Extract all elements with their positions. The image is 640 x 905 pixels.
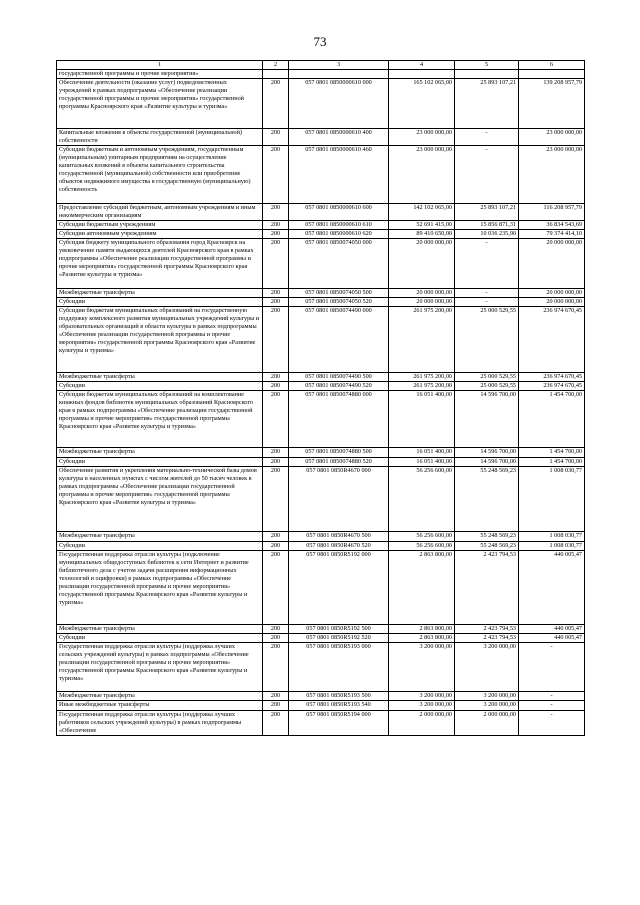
row-rest-cell: 440 005,47 [519,550,585,624]
row-exec-cell: 55 248 569,23 [455,532,519,541]
row-plan-cell: 261 975 200,00 [389,306,455,372]
column-number: 1 [57,61,263,70]
row-code-cell: 057 0801 0850000610 460 [289,145,389,203]
row-code-cell: 057 0801 0850R5193 000 [289,642,389,692]
row-plan-cell: 16 051 400,00 [389,390,455,448]
row-plan-cell: 2 863 800,00 [389,633,455,642]
row-rest-cell: 23 000 000,00 [519,128,585,145]
row-ved-cell: 200 [263,372,289,381]
row-plan-cell: 2 000 000,00 [389,710,455,735]
row-ved-cell: 200 [263,390,289,448]
row-exec-cell: - [455,288,519,297]
column-number: 5 [455,61,519,70]
row-exec-cell: 25 893 107,21 [455,203,519,220]
row-plan-cell: 2 863 800,00 [389,550,455,624]
row-ved-cell: 200 [263,239,289,289]
row-exec-cell: - [455,297,519,306]
row-code-cell: 057 0801 0850R5194 000 [289,710,389,735]
row-code-cell: 057 0801 0850R4670 520 [289,541,389,550]
row-exec-cell: - [455,239,519,289]
row-plan-cell: 16 051 400,00 [389,457,455,466]
table-row [57,239,585,289]
row-exec-cell: 3 200 000,00 [455,642,519,692]
row-code-cell: 057 0801 0850R4670 000 [289,466,389,532]
row-code-cell: 057 0801 0850R5193 540 [289,701,389,710]
column-number: 3 [289,61,389,70]
row-rest-cell: 23 000 000,00 [519,145,585,203]
row-rest-cell: 139 208 957,79 [519,79,585,129]
column-number-row [57,61,585,70]
row-exec-cell: - [455,128,519,145]
table-row [57,306,585,372]
row-ved-cell: 200 [263,448,289,457]
row-ved-cell: 200 [263,79,289,129]
row-rest-cell: 116 208 957,79 [519,203,585,220]
row-name-cell: Субсидии [57,381,263,390]
row-name-cell: Межбюджетные трансферты [57,532,263,541]
row-name-cell: Субсидии [57,457,263,466]
row-ved-cell: 200 [263,541,289,550]
row-rest-cell: 236 974 670,45 [519,381,585,390]
row-name-cell: Субсидии бюджетам муниципальных образований на государственную поддержку комплексного развития муниципальных учреждений культуры и образовательных организаций в области культуры в рамках подпрограммы «Обеспечение реализации государственной программы и прочие мероприятия» государственной программы Красноярского края «Развитие культуры и туризма» [57,306,263,372]
row-ved-cell: 200 [263,532,289,541]
table-row [57,550,585,624]
row-code-cell: 057 0801 0850074490 520 [289,381,389,390]
row-plan-cell: 3 200 000,00 [389,642,455,692]
row-rest-cell: 1 454 700,00 [519,457,585,466]
row-rest-cell [519,70,585,79]
row-rest-cell: - [519,692,585,701]
row-name-cell: Субсидии бюджетам муниципальных образований на комплектование книжных фондов библиотек муниципальных образований Красноярского края в рамках подпрограммы «Обеспечение реализации государственной программы и прочие мероприятия» государственной программы Красноярского края «Развитие культуры и туризма» [57,390,263,448]
row-ved-cell: 200 [263,466,289,532]
row-name-cell: Иные межбюджетные трансферты [57,701,263,710]
table-row [57,288,585,297]
row-plan-cell: 2 863 800,00 [389,624,455,633]
row-ved-cell: 200 [263,710,289,735]
row-exec-cell: 25 000 529,55 [455,381,519,390]
row-name-cell: Межбюджетные трансферты [57,372,263,381]
table-row [57,203,585,220]
row-exec-cell: 3 200 000,00 [455,701,519,710]
row-code-cell: 057 0801 0850074880 000 [289,390,389,448]
row-exec-cell [455,70,519,79]
row-plan-cell: 23 000 000,00 [389,128,455,145]
row-rest-cell: 1 008 030,77 [519,532,585,541]
row-code-cell: 057 0801 0850R5192 000 [289,550,389,624]
row-code-cell: 057 0801 0850074050 000 [289,239,389,289]
row-ved-cell: 200 [263,457,289,466]
row-plan-cell: 52 691 415,00 [389,220,455,229]
row-code-cell: 057 0801 0850074490 000 [289,306,389,372]
table-row [57,229,585,238]
row-name-cell: Субсидии [57,633,263,642]
row-plan-cell: 89 410 650,00 [389,229,455,238]
row-code-cell: 057 0801 0850074490 500 [289,372,389,381]
row-name-cell: Предоставление субсидий бюджетным, автономным учреждениям и иным некоммерческим организациям [57,203,263,220]
row-name-cell: Межбюджетные трансферты [57,288,263,297]
row-rest-cell: - [519,642,585,692]
row-ved-cell: 200 [263,381,289,390]
row-code-cell: 057 0801 0850074880 500 [289,448,389,457]
row-code-cell: 057 0801 0850074880 520 [289,457,389,466]
row-exec-cell: 10 036 235,90 [455,229,519,238]
row-rest-cell: 236 974 670,45 [519,306,585,372]
row-exec-cell: 3 200 000,00 [455,692,519,701]
row-ved-cell: 200 [263,288,289,297]
row-code-cell: 057 0801 0850R4670 500 [289,532,389,541]
row-rest-cell: 20 000 000,00 [519,288,585,297]
row-code-cell: 057 0801 0850R5192 500 [289,624,389,633]
table-row [57,466,585,532]
row-plan-cell: 20 000 000,00 [389,297,455,306]
row-exec-cell: 55 248 569,23 [455,466,519,532]
table-row [57,633,585,642]
row-ved-cell: 200 [263,128,289,145]
row-rest-cell: 79 374 414,10 [519,229,585,238]
table-row [57,532,585,541]
row-rest-cell: 440 005,47 [519,624,585,633]
row-name-cell: государственной программы и прочие мероприятия» [57,70,263,79]
table-row [57,145,585,203]
row-ved-cell: 200 [263,642,289,692]
row-plan-cell: 20 000 000,00 [389,239,455,289]
column-number: 4 [389,61,455,70]
row-name-cell: Субсидия бюджету муниципального образования город Красноярск на увековечение памяти выдающихся деятелей Красноярского края в рамках подпрограммы «Обеспечение реализации государственной программы и прочие мероприятия» государственной программы Красноярского края «Развитие культуры и туризма» [57,239,263,289]
row-name-cell: Межбюджетные трансферты [57,624,263,633]
page-number: 73 [313,34,327,49]
row-name-cell: Капитальные вложения в объекты государственной (муниципальной) собственности [57,128,263,145]
row-exec-cell: 25 000 529,55 [455,372,519,381]
row-rest-cell: 36 834 543,69 [519,220,585,229]
table-row [57,642,585,692]
row-exec-cell: 14 596 700,00 [455,390,519,448]
row-code-cell: 057 0801 0850000610 620 [289,229,389,238]
row-name-cell: Межбюджетные трансферты [57,448,263,457]
row-code-cell [289,70,389,79]
row-exec-cell: 2 423 794,53 [455,624,519,633]
row-code-cell: 057 0801 0850000610 400 [289,128,389,145]
row-plan-cell: 142 102 065,00 [389,203,455,220]
row-exec-cell: 25 893 107,21 [455,79,519,129]
table-row [57,541,585,550]
table-row [57,79,585,129]
row-name-cell: Государственная поддержка отрасли культуры (поддержка лучших работников сельских учреждений культуры) в рамках подпрограммы «Обеспечение [57,710,263,735]
row-rest-cell: - [519,701,585,710]
row-ved-cell: 200 [263,297,289,306]
row-ved-cell: 200 [263,306,289,372]
row-plan-cell: 23 000 000,00 [389,145,455,203]
row-ved-cell [263,70,289,79]
row-exec-cell: 55 248 569,23 [455,541,519,550]
row-plan-cell: 3 200 000,00 [389,692,455,701]
row-name-cell: Обеспечение развития и укрепления материально-технической базы домов культуры в населенных пунктах с числом жителей до 50 тысяч человек в рамках подпрограммы «Обеспечение реализации государственной программы и прочие мероприятия» государственной программы Красноярского края «Развитие культуры и туризма» [57,466,263,532]
table-row [57,457,585,466]
row-plan-cell: 56 256 600,00 [389,532,455,541]
row-name-cell: Субсидии автономным учреждениям [57,229,263,238]
column-number: 2 [263,61,289,70]
row-name-cell: Субсидии [57,541,263,550]
row-ved-cell: 200 [263,229,289,238]
row-exec-cell: - [455,145,519,203]
row-plan-cell: 261 975 200,00 [389,372,455,381]
row-plan-cell: 3 200 000,00 [389,701,455,710]
row-rest-cell: 1 008 030,77 [519,466,585,532]
row-plan-cell: 56 256 600,00 [389,466,455,532]
row-ved-cell: 200 [263,633,289,642]
row-ved-cell: 200 [263,220,289,229]
row-code-cell: 057 0801 0850000610 600 [289,203,389,220]
row-code-cell: 057 0801 0850R5192 520 [289,633,389,642]
table-row [57,624,585,633]
row-rest-cell: 20 000 000,00 [519,239,585,289]
row-ved-cell: 200 [263,692,289,701]
row-plan-cell: 261 975 200,00 [389,381,455,390]
row-rest-cell: 20 000 000,00 [519,297,585,306]
table-row [57,70,585,79]
row-name-cell: Государственная поддержка отрасли культуры (подключение муниципальных общедоступных библиотек к сети Интернет и развитие библиотечного дела с учетом задачи расширения информационных технологий и оцифровки) в рамках подпрограммы «Обеспечение реализации государственной программы и прочие мероприятия» государственной программы Красноярского края «Развитие культуры и туризма» [57,550,263,624]
row-code-cell: 057 0801 0850R5193 500 [289,692,389,701]
table-row [57,220,585,229]
table-row [57,381,585,390]
row-name-cell: Государственная поддержка отрасли культуры (поддержка лучших сельских учреждений культуры) в рамках подпрограммы «Обеспечение реализации государственной программы и прочие мероприятия» государственной программы Красноярского края «Развитие культуры и туризма» [57,642,263,692]
row-rest-cell: 440 005,47 [519,633,585,642]
row-rest-cell: 1 008 030,77 [519,541,585,550]
table-row [57,448,585,457]
row-rest-cell: 1 454 700,00 [519,390,585,448]
row-ved-cell: 200 [263,145,289,203]
table-row [57,692,585,701]
row-plan-cell: 20 000 000,00 [389,288,455,297]
table-row [57,390,585,448]
row-name-cell: Субсидии [57,297,263,306]
row-code-cell: 057 0801 0850000610 610 [289,220,389,229]
row-ved-cell: 200 [263,550,289,624]
row-rest-cell: 1 454 700,00 [519,448,585,457]
row-exec-cell: 15 856 871,31 [455,220,519,229]
row-ved-cell: 200 [263,624,289,633]
row-exec-cell: 14 596 700,00 [455,457,519,466]
row-plan-cell: 16 051 400,00 [389,448,455,457]
column-number: 6 [519,61,585,70]
row-exec-cell: 2 000 000,00 [455,710,519,735]
row-code-cell: 057 0801 0850074050 500 [289,288,389,297]
row-plan-cell [389,70,455,79]
table-row [57,297,585,306]
row-exec-cell: 2 423 794,53 [455,633,519,642]
row-name-cell: Субсидии бюджетным и автономным учреждениям, государственным (муниципальным) унитарным предприятиям на осуществление капитальных вложений в объекты капитального строительства государственной (муниципальной) собственности или приобретение объектов недвижимого имущества в государственную (муниципальную) собственность [57,145,263,203]
table-row [57,128,585,145]
row-rest-cell: 236 974 670,45 [519,372,585,381]
table-row [57,701,585,710]
row-name-cell: Межбюджетные трансферты [57,692,263,701]
row-ved-cell: 200 [263,203,289,220]
row-code-cell: 057 0801 0850074050 520 [289,297,389,306]
row-rest-cell: - [519,710,585,735]
row-name-cell: Обеспечение деятельности (оказание услуг) подведомственных учреждений в рамках подпрограммы «Обеспечение реализации государственной программы и прочие мероприятия» государственной программы Красноярского края «Развитие культуры и туризма» [57,79,263,129]
row-exec-cell: 25 000 529,55 [455,306,519,372]
row-name-cell: Субсидии бюджетным учреждениям [57,220,263,229]
row-exec-cell: 14 596 700,00 [455,448,519,457]
row-code-cell: 057 0801 0850000610 000 [289,79,389,129]
budget-execution-table [56,60,585,736]
row-exec-cell: 2 423 794,53 [455,550,519,624]
table-row [57,372,585,381]
row-plan-cell: 165 102 065,00 [389,79,455,129]
row-ved-cell: 200 [263,701,289,710]
table-row [57,710,585,735]
row-plan-cell: 56 256 600,00 [389,541,455,550]
